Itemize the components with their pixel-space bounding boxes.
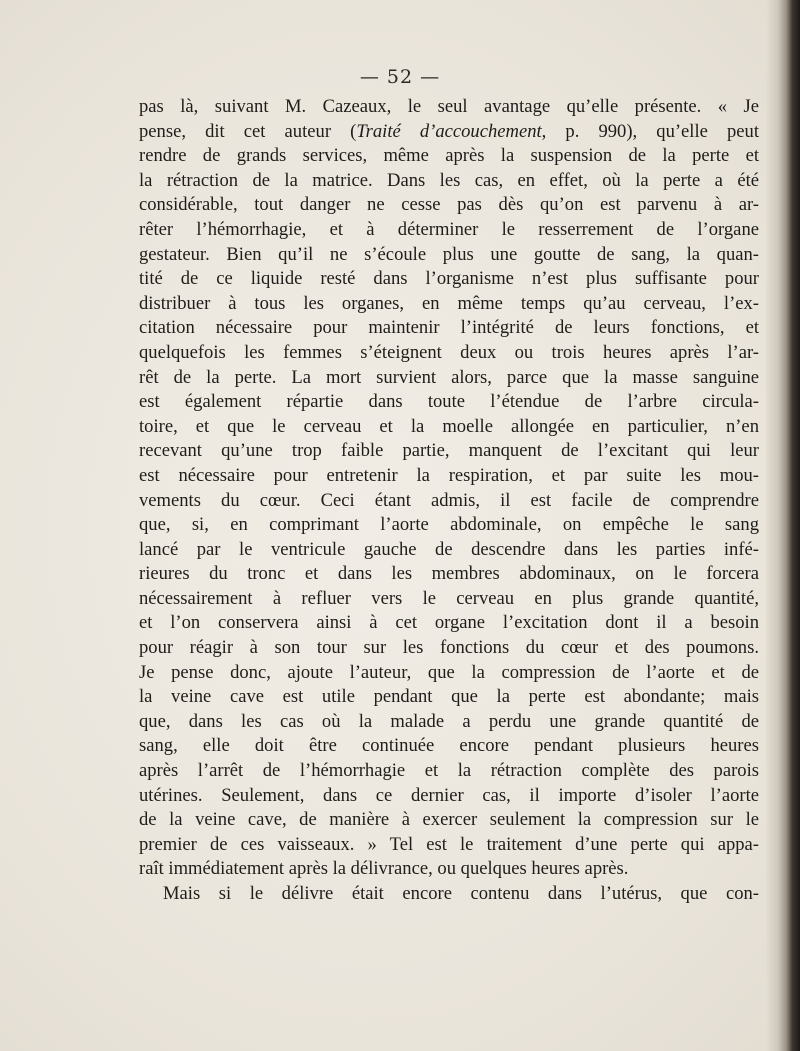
text-line: utérines. Seulement, dans ce dernier cas, il importe d’isoler l’aorte <box>139 784 759 806</box>
text-line: recevant qu’une trop faible partie, manquent de l’excitant qui leur <box>139 440 759 462</box>
text-line: de la veine cave, de manière à exercer seulement la compression sur le <box>139 809 759 831</box>
text-line: Je pense donc, ajoute l’auteur, que la compression de l’aorte et de <box>139 661 759 683</box>
text-line: vements du cœur. Ceci étant admis, il est facile de comprendre <box>139 489 759 511</box>
text-line: rieures du tronc et dans les membres abdominaux, on le forcera <box>139 563 759 585</box>
text-line: distribuer à tous les organes, en même temps qu’au cerveau, l’ex- <box>139 292 759 314</box>
text-line: la rétraction de la matrice. Dans les cas, en effet, où la perte a été <box>139 169 759 191</box>
text-line: tité de ce liquide resté dans l’organisme n’est plus suffisante pour <box>139 268 759 290</box>
cited-work-title: Traité d’accouchement <box>356 120 542 142</box>
text-line: Mais si le délivre était encore contenu dans l’utérus, que con- <box>163 883 759 904</box>
text-line: nécessairement à refluer vers le cerveau en plus grande quantité, <box>139 587 759 609</box>
text-line: sang, elle doit être continuée encore pendant plusieurs heures <box>139 735 759 757</box>
text-line: pour réagir à son tour sur les fonctions du cœur et des poumons. <box>139 637 759 659</box>
text-line: après l’arrêt de l’hémorrhagie et la rétraction complète des parois <box>139 760 759 782</box>
text-line: rendre de grands services, même après la suspension de la perte et <box>139 145 759 167</box>
page-number: — 52 — <box>359 66 441 88</box>
text-line: pense, dit cet auteur (Traité d’accouchement, p. 990), qu’elle peut <box>139 120 759 142</box>
text-line: gestateur. Bien qu’il ne s’écoule plus une goutte de sang, la quan- <box>139 243 759 265</box>
text-line: est également répartie dans toute l’étendue de l’arbre circula- <box>139 391 759 413</box>
text-line: la veine cave est utile pendant que la perte est abondante; mais <box>139 686 759 708</box>
text-line: que, dans les cas où la malade a perdu une grande quantité de <box>139 710 759 732</box>
text-line: est nécessaire pour entretenir la respiration, et par suite les mou- <box>139 464 759 486</box>
text-line: que, si, en comprimant l’aorte abdominale, on empêche le sang <box>139 514 759 536</box>
text-line: raît immédiatement après la délivrance, ou quelques heures après. <box>139 858 629 880</box>
text-line: lancé par le ventricule gauche de descendre dans les parties infé- <box>139 538 759 560</box>
text-line: citation nécessaire pour maintenir l’intégrité de leurs fonctions, et <box>139 317 759 339</box>
body-text <box>139 95 759 907</box>
text-line: premier de ces vaisseaux. » Tel est le traitement d’une perte qui appa- <box>139 833 759 855</box>
text-line: et l’on conservera ainsi à cet organe l’excitation dont il a besoin <box>139 612 759 634</box>
text-line: considérable, tout danger ne cesse pas dès qu’on est parvenu à ar- <box>139 194 759 216</box>
text-line: rêter l’hémorrhagie, et à déterminer le resserrement de l’organe <box>139 218 759 240</box>
text-line: toire, et que le cerveau et la moelle allongée en particulier, n’en <box>139 415 759 437</box>
text-line: rêt de la perte. La mort survient alors, parce que la masse sanguine <box>139 366 759 388</box>
text-line: quelquefois les femmes s’éteignent deux ou trois heures après l’ar- <box>139 341 759 363</box>
text-line: pas là, suivant M. Cazeaux, le seul avantage qu’elle présente. « Je <box>139 96 759 117</box>
binding-edge <box>766 0 800 1051</box>
